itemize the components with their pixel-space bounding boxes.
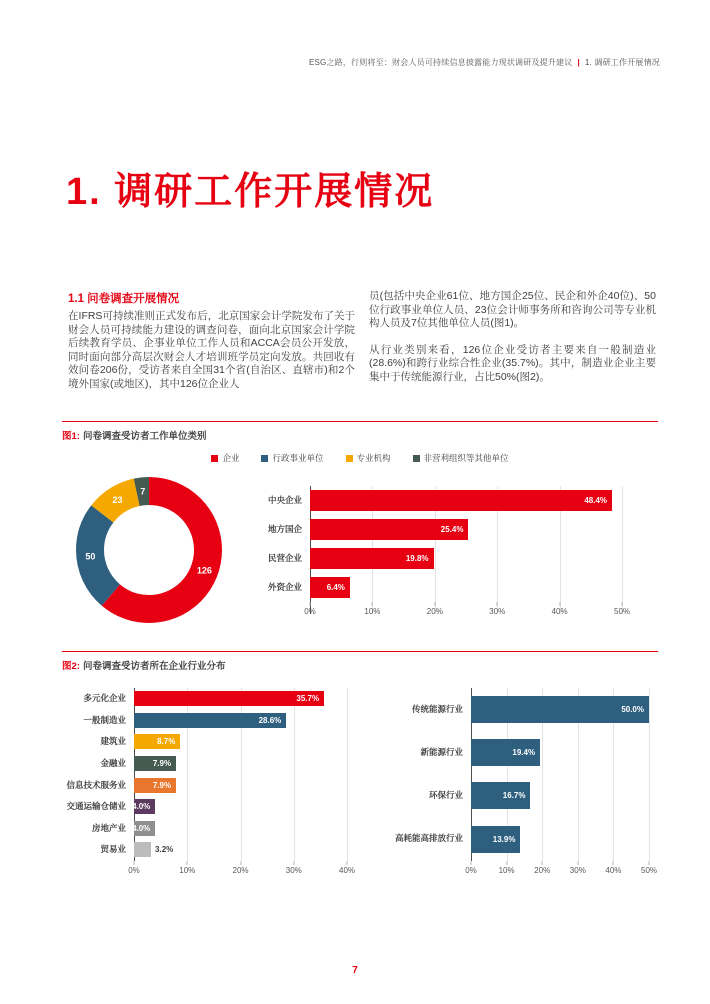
legend-item xyxy=(211,452,239,464)
bar-track xyxy=(134,821,347,836)
intro-column-left xyxy=(68,290,355,392)
gridline xyxy=(622,486,623,614)
chart-row xyxy=(262,486,622,515)
bar xyxy=(134,691,324,706)
chart-row xyxy=(262,515,622,544)
donut-value-label: 23 xyxy=(112,495,123,506)
paragraph: 从行业类别来看，126位企业受访者主要来自一般制造业(28.6%)和跨行业综合性企业(35.7%)。其中，制造业企业主要集中于传统能源行业，占比50%(图2)。 xyxy=(369,343,656,383)
gridline xyxy=(347,688,348,861)
category-label: 建筑业 xyxy=(100,736,126,747)
tick-label: 30% xyxy=(569,865,586,875)
bar-track xyxy=(134,756,347,771)
tick-label: 30% xyxy=(489,607,506,616)
bar xyxy=(471,739,540,766)
chart-row xyxy=(387,731,649,774)
tick-label: 30% xyxy=(285,865,302,875)
chart-row xyxy=(62,688,347,710)
category-label: 中央企业 xyxy=(267,494,302,505)
tick-label: 40% xyxy=(605,865,622,875)
tick-label: 20% xyxy=(232,865,249,875)
tick-label: 40% xyxy=(551,607,568,616)
chart-row xyxy=(62,710,347,732)
tick-label: 10% xyxy=(179,865,196,875)
category-label: 传统能源行业 xyxy=(411,703,463,714)
chart-row xyxy=(62,753,347,775)
tick-mark xyxy=(613,861,614,865)
bar-track xyxy=(471,696,649,723)
bar-value-label: 25.4% xyxy=(440,525,464,534)
tick-mark xyxy=(577,861,578,865)
chart-row xyxy=(62,731,347,753)
unit-donut-svg xyxy=(74,475,224,625)
tick-label: 0% xyxy=(304,607,316,616)
bar-track xyxy=(134,778,347,793)
intro-text xyxy=(68,290,656,392)
intro-column-right xyxy=(369,290,656,392)
bar xyxy=(134,713,286,728)
bar-value-label: 4.0% xyxy=(132,823,151,833)
donut-value-label: 126 xyxy=(196,565,212,576)
category-label: 地方国企 xyxy=(267,523,302,534)
chart-row xyxy=(262,544,622,573)
bar-value-label: 7.9% xyxy=(152,759,172,769)
bar xyxy=(471,782,530,809)
category-label: 高耗能高排放行业 xyxy=(394,833,463,844)
bar-track xyxy=(310,577,622,598)
figure-2-title xyxy=(62,658,658,672)
tick-mark xyxy=(310,602,311,606)
chart-row xyxy=(62,774,347,796)
bar xyxy=(471,826,520,853)
tick-label: 50% xyxy=(613,607,631,616)
category-label: 交通运输仓储业 xyxy=(66,801,126,812)
category-label: 一般制造业 xyxy=(83,714,126,725)
chart-row xyxy=(387,818,649,861)
figure-2-tag: 图2: xyxy=(62,661,80,672)
unit-donut-chart xyxy=(62,475,262,630)
tick-label: 50% xyxy=(640,865,658,875)
tick-mark xyxy=(293,861,294,865)
tick-mark xyxy=(187,861,188,865)
unit-bar-chart xyxy=(262,486,631,630)
bar-track xyxy=(471,826,649,853)
category-label: 金融业 xyxy=(100,757,126,768)
legend-swatch xyxy=(413,455,420,462)
bar xyxy=(134,756,176,771)
fig1-content xyxy=(62,475,658,630)
bar xyxy=(310,519,468,540)
tick-mark xyxy=(622,602,623,606)
bar-track xyxy=(471,782,649,809)
running-header-title: ESG之路，行则将至：财会人员可持续信息披露能力现状调研及提升建议 xyxy=(308,58,573,67)
legend-label: 非营利组织等其他单位 xyxy=(423,453,509,463)
tick-label: 10% xyxy=(364,607,381,616)
tick-mark xyxy=(497,602,498,606)
legend-label: 专业机构 xyxy=(356,453,391,463)
bar-value-label: 19.4% xyxy=(512,748,536,758)
legend-label: 行政事业单位 xyxy=(272,453,324,463)
running-header-section: 1. 调研工作开展情况 xyxy=(584,58,660,67)
category-label: 外资企业 xyxy=(267,581,302,592)
tick-mark xyxy=(434,602,435,606)
bar-value-label: 13.9% xyxy=(492,834,516,844)
figure-1-rule xyxy=(62,421,658,422)
donut-value-label: 50 xyxy=(85,551,96,562)
bar-value-label: 4.0% xyxy=(132,802,151,812)
bar-track xyxy=(310,519,622,540)
x-axis xyxy=(465,861,658,877)
bar-value-label: 6.4% xyxy=(326,583,345,592)
bar-value-label: 35.7% xyxy=(296,694,320,704)
tick-mark xyxy=(372,602,373,606)
x-axis xyxy=(304,602,631,618)
bar-value-label: 48.4% xyxy=(584,496,608,505)
paragraph: 员(包括中央企业61位、地方国企25位、民企和外企40位)、50位行政事业单位人员、23位会计师事务所和咨询公司等专业机构人员及7位其他单位人员(图1)。 xyxy=(369,290,656,330)
bar-value-label: 50.0% xyxy=(621,705,644,715)
bar-track xyxy=(310,490,622,511)
bar-track xyxy=(134,691,347,706)
figure-1-title xyxy=(62,428,658,442)
bar-value-label: 28.6% xyxy=(258,715,282,725)
tick-mark xyxy=(347,861,348,865)
paragraph: 在IFRS可持续准则正式发布后，北京国家会计学院发布了关于财会人员可持续能力建设的调查问卷，面向北京国家会计学院后续教育学员、企事业单位工作人员和ACCA会员公开发放，同时面向部分高层次财会人才培训班学员定向发放。共回收有效问卷206份，受访者来自全国31个省(自治区、直辖市)和2个境外国家(或地区)，其中126位企业人 xyxy=(68,310,355,390)
bar-value-label: 19.8% xyxy=(405,554,429,563)
running-header xyxy=(309,57,660,68)
tick-label: 40% xyxy=(338,865,356,875)
legend-swatch xyxy=(261,455,268,462)
figure-2-caption: 问卷调查受访者所在企业行业分布 xyxy=(82,661,226,672)
page-title: 1. 调研工作开展情况 xyxy=(66,171,435,213)
figure-2 xyxy=(62,651,658,877)
gridline xyxy=(649,688,650,861)
legend-item xyxy=(261,452,323,464)
bar xyxy=(134,842,174,857)
legend-swatch xyxy=(211,455,218,462)
category-label: 信息技术服务业 xyxy=(66,779,126,790)
tick-mark xyxy=(559,602,560,606)
category-label: 环保行业 xyxy=(428,790,463,801)
category-label: 房地产业 xyxy=(91,822,126,833)
bar xyxy=(134,821,155,836)
fig1-legend xyxy=(62,452,658,464)
bar-value-label: 16.7% xyxy=(502,791,526,801)
donut-value-label: 7 xyxy=(140,486,146,497)
legend-swatch xyxy=(346,455,353,462)
chart-row xyxy=(387,688,649,731)
chart-row xyxy=(62,818,347,840)
legend-label: 企业 xyxy=(222,453,240,463)
bar-track xyxy=(134,799,347,814)
chart-row xyxy=(62,839,347,861)
tick-mark xyxy=(649,861,650,865)
x-axis xyxy=(128,861,356,877)
chart-row xyxy=(387,774,649,817)
category-label: 多元化企业 xyxy=(83,693,126,704)
bar xyxy=(310,577,350,598)
running-header-divider: | xyxy=(577,58,580,67)
bar-track xyxy=(134,842,347,857)
category-label: 新能源行业 xyxy=(420,747,463,758)
section-heading: 1.1 问卷调查开展情况 xyxy=(68,293,180,305)
bar-track xyxy=(134,713,347,728)
industry-bar-chart xyxy=(62,688,356,877)
bar-value-label: 7.9% xyxy=(152,780,172,790)
bar-track xyxy=(134,734,347,749)
tick-label: 0% xyxy=(465,865,477,875)
fig2-content xyxy=(62,688,658,877)
tick-label: 20% xyxy=(426,607,443,616)
bar xyxy=(134,734,180,749)
bar-value-label: 3.2% xyxy=(155,845,174,855)
tick-mark xyxy=(240,861,241,865)
category-label: 贸易业 xyxy=(100,844,126,855)
category-label: 民营企业 xyxy=(267,552,302,563)
bar-track xyxy=(310,548,622,569)
figure-1 xyxy=(62,421,658,630)
page-number: 7 xyxy=(352,965,358,976)
bar-track xyxy=(471,739,649,766)
chart-row xyxy=(62,796,347,818)
tick-mark xyxy=(506,861,507,865)
bar-value-label: 8.7% xyxy=(157,737,176,747)
bar xyxy=(134,799,155,814)
bar xyxy=(310,490,612,511)
chart-row xyxy=(262,573,622,602)
bar xyxy=(310,548,434,569)
bar xyxy=(134,778,176,793)
tick-mark xyxy=(542,861,543,865)
bar xyxy=(471,696,649,723)
tick-label: 0% xyxy=(128,865,140,875)
legend-item xyxy=(346,452,391,464)
legend-item xyxy=(413,452,509,464)
figure-1-caption: 问卷调查受访者工作单位类别 xyxy=(82,431,207,442)
figure-1-tag: 图1: xyxy=(62,431,80,442)
tick-mark xyxy=(134,861,135,865)
tick-label: 10% xyxy=(498,865,515,875)
energy-bar-chart xyxy=(387,688,658,877)
figure-2-rule xyxy=(62,651,658,652)
tick-label: 20% xyxy=(534,865,551,875)
tick-mark xyxy=(471,861,472,865)
